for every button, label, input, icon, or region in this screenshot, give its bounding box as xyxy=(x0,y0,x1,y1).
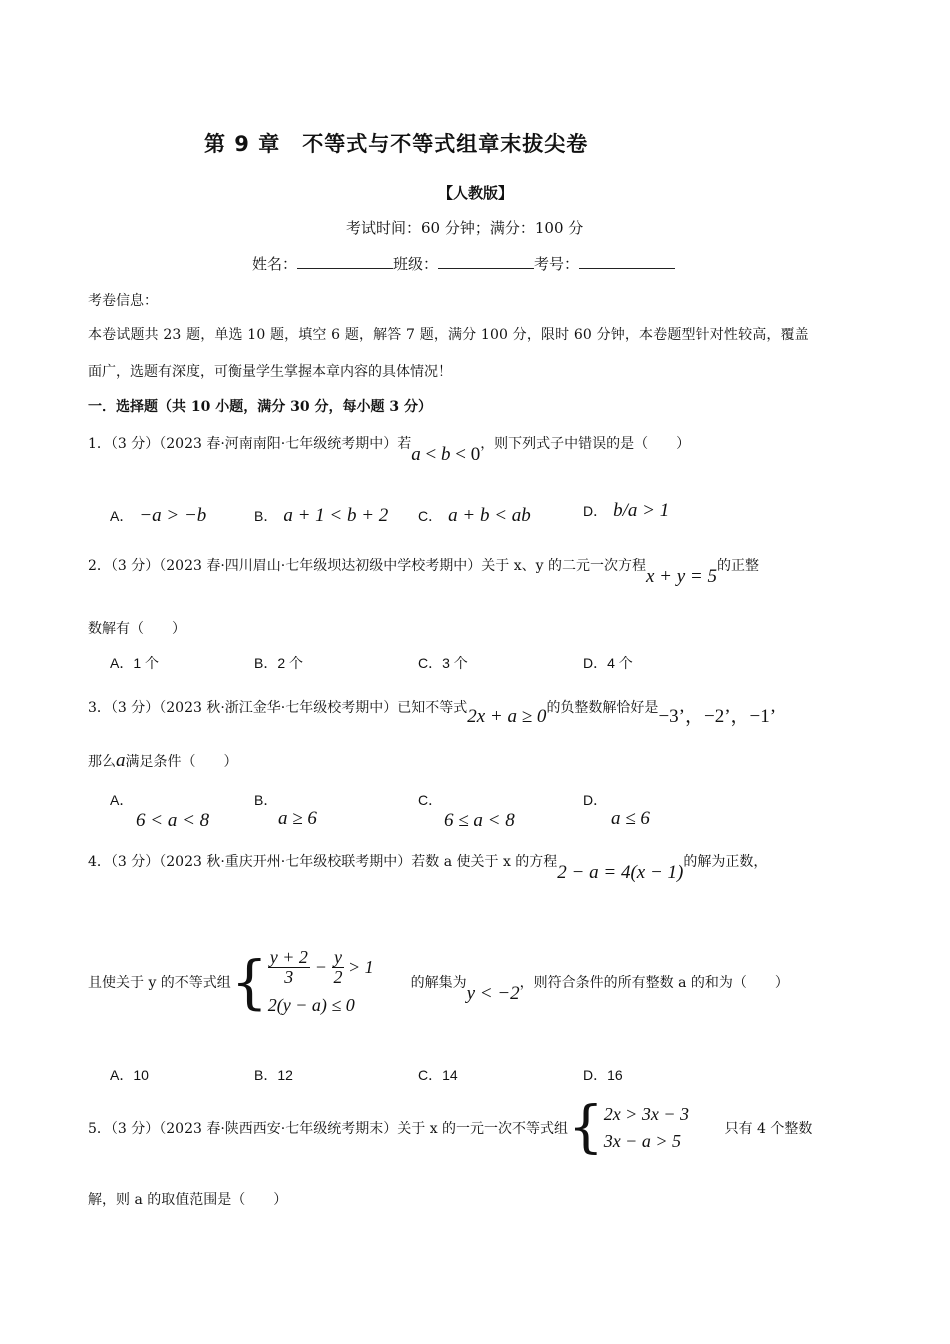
q1-option-d-label: D． xyxy=(583,503,608,519)
q5-stem-line2: 解，则 a 的取值范围是（ ） xyxy=(88,1192,288,1208)
q4-frac-1 xyxy=(268,948,310,987)
q1-option-c[interactable] xyxy=(418,505,531,527)
q5-stem-text: 5．（3 分）（2023 春·陕西西安·七年级统考期末）关于 x 的一元一次不等式组 xyxy=(88,1121,569,1137)
q2-stem-text: 2．（3 分）（2023 春·四川眉山·七年级坝达初级中学校考期中）关于 x、y 的二元一次方程 xyxy=(88,558,646,574)
q1-option-c-math: a + b < ab xyxy=(448,505,531,526)
q3-option-c-math: 6 ≤ a < 8 xyxy=(444,810,515,831)
q1-stem-text: 1．（3 分）（2023 春·河南南阳·七年级统考期中）若 xyxy=(88,436,412,452)
q2-equation: x + y = 5 xyxy=(645,566,717,587)
q4-option-a[interactable]: A．10 xyxy=(110,1067,149,1083)
class-label: 班级： xyxy=(393,255,439,273)
name-blank[interactable] xyxy=(297,254,393,269)
q3-option-a[interactable] xyxy=(110,790,209,832)
q2-option-a[interactable]: A．1 个 xyxy=(110,655,160,671)
q3-option-d-label: D． xyxy=(583,792,608,808)
q3-option-d-math: a ≤ 6 xyxy=(611,808,650,829)
q4-frac-1-den: 3 xyxy=(284,966,294,987)
q3-stem xyxy=(88,691,777,727)
q5-system-row2: 3x − a > 5 xyxy=(603,1131,681,1151)
info-heading: 考卷信息： xyxy=(88,293,158,309)
class-blank[interactable] xyxy=(438,254,534,269)
q4-option-c[interactable]: C．14 xyxy=(418,1067,458,1083)
q1-option-b-label: B． xyxy=(254,508,278,524)
q4-stem-text: 4．（3 分）（2023 秋·重庆开州·七年级校联考期中）若数 a 使关于 x 的方程 xyxy=(88,854,558,870)
q4-solution-set: y < −2 xyxy=(466,982,520,1004)
q5-system xyxy=(604,1104,689,1152)
q1-option-a-label: A． xyxy=(110,508,134,524)
name-label: 姓名： xyxy=(252,255,298,273)
q3-option-d[interactable] xyxy=(583,790,650,830)
q1-var-a: a xyxy=(411,444,421,465)
exam-meta: 考试时间：60 分钟；满分：100 分 xyxy=(346,219,584,237)
q3-solutions: −3’，−2’，−1’ xyxy=(658,706,777,727)
q3-option-c-label: C． xyxy=(418,792,443,808)
q4-stem xyxy=(88,850,768,883)
q4-system xyxy=(268,948,374,1016)
q3-option-a-label: A． xyxy=(110,792,134,808)
q1-lt-2: < xyxy=(455,444,466,465)
student-info-row xyxy=(252,253,675,274)
q4-option-d[interactable]: D．16 xyxy=(583,1067,623,1083)
q1-option-c-label: C． xyxy=(418,508,443,524)
q4-line2-post: ，则符合条件的所有整数 a 的和为（ ） xyxy=(519,974,789,991)
q3-line2-pre: 那么 xyxy=(88,754,116,770)
q2-stem xyxy=(88,554,759,587)
q3-option-a-math: 6 < a < 8 xyxy=(136,810,210,831)
q1-option-a[interactable] xyxy=(110,505,206,527)
q4-frac-2-num: y xyxy=(334,947,343,967)
q4-frac-1-num: y + 2 xyxy=(269,947,308,967)
q5-stem xyxy=(88,1095,813,1160)
q1-option-a-math: −a > −b xyxy=(139,505,207,526)
q1-condition xyxy=(411,444,480,465)
q3-option-b-math: a ≥ 6 xyxy=(278,808,317,829)
q4-stem-line2 xyxy=(88,948,789,1016)
q2-option-b[interactable]: B．2 个 xyxy=(254,655,304,671)
q3-inequality: 2x + a ≥ 0 xyxy=(467,706,547,727)
q1-lt: < xyxy=(425,444,437,465)
q3-stem-after: 的负整数解恰好是 xyxy=(546,700,659,716)
q1-stem xyxy=(88,432,691,465)
section-heading: 一．选择题（共 10 小题，满分 30 分，每小题 3 分） xyxy=(88,399,432,415)
q3-option-b-label: B． xyxy=(254,792,278,808)
q4-line2-mid: 的解集为 xyxy=(410,974,467,991)
q3-stem-text: 3．（3 分）（2023 秋·浙江金华·七年级校考期中）已知不等式 xyxy=(88,700,468,716)
q4-system-row1 xyxy=(268,948,374,987)
edition-label: 【人教版】 xyxy=(438,184,514,202)
number-label: 考号： xyxy=(534,255,580,273)
q4-minus: − xyxy=(315,956,327,977)
q1-stem-after: ，则下列式子中错误的是（ ） xyxy=(480,436,691,452)
q3-option-c[interactable] xyxy=(418,790,515,832)
q3-stem-line2 xyxy=(88,750,238,772)
q4-stem-after: 的解为正数， xyxy=(683,854,768,870)
q2-stem-after: 的正整 xyxy=(716,558,759,574)
q1-option-d[interactable] xyxy=(583,500,669,522)
q5-stem-after: 只有 4 个整数 xyxy=(724,1121,813,1137)
q4-row1-rhs: > 1 xyxy=(348,956,374,977)
q4-equation: 2 − a = 4(x − 1) xyxy=(557,862,684,883)
info-line-2: 面广，选题有深度，可衡量学生掌握本章内容的具体情况！ xyxy=(88,364,452,380)
q4-line2-pre: 且使关于 y 的不等式组 xyxy=(88,974,231,991)
q1-option-d-math: b/a > 1 xyxy=(613,500,670,521)
q1-option-b[interactable] xyxy=(254,505,388,527)
info-line-1: 本卷试题共 23 题，单选 10 题，填空 6 题，解答 7 题，满分 100 分，限时 60 分钟，本卷题型针对性较高，覆盖 xyxy=(88,327,809,343)
q5-left-brace: { xyxy=(568,1095,604,1160)
page-title: 第 9 章 不等式与不等式组章末拔尖卷 xyxy=(204,132,589,156)
q2-option-c[interactable]: C．3 个 xyxy=(418,655,468,671)
number-blank[interactable] xyxy=(579,254,675,269)
q4-option-b[interactable]: B．12 xyxy=(254,1067,293,1083)
q5-system-row1: 2x > 3x − 3 xyxy=(603,1104,689,1124)
q1-zero: 0 xyxy=(470,444,481,465)
q1-option-b-math: a + 1 < b + 2 xyxy=(283,505,389,526)
q3-var-a: a xyxy=(116,750,126,771)
q3-option-b[interactable] xyxy=(254,790,317,830)
q2-option-d[interactable]: D．4 个 xyxy=(583,655,633,671)
q2-stem-line2: 数解有（ ） xyxy=(88,621,186,637)
q3-line2-text: 满足条件（ ） xyxy=(125,754,238,770)
q4-frac-2 xyxy=(332,948,344,987)
q4-system-row2: 2(y − a) ≤ 0 xyxy=(267,994,355,1015)
q4-left-brace: { xyxy=(230,947,268,1016)
q4-frac-2-den: 2 xyxy=(333,966,343,987)
q1-var-b: b xyxy=(440,444,451,465)
